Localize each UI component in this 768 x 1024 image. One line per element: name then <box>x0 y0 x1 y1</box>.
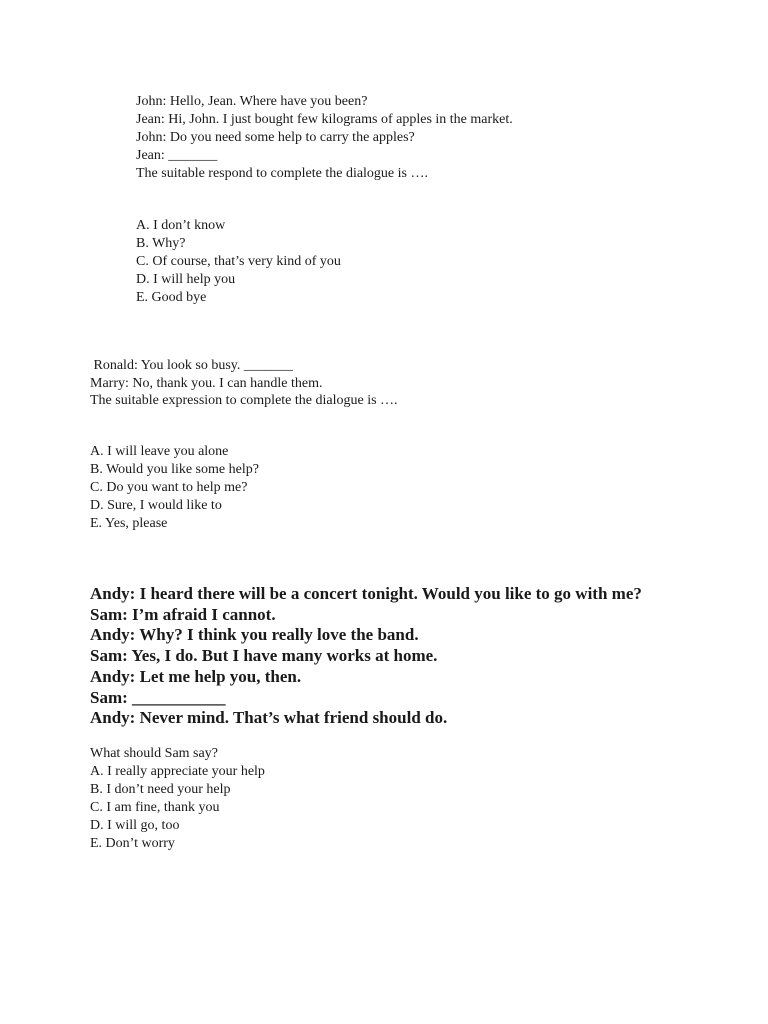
option-b: B. I don’t need your help <box>90 781 231 797</box>
dialogue-line: Jean: Hi, John. I just bought few kilograms of apples in the market. <box>136 112 513 127</box>
question-prompt: The suitable respond to complete the dialogue is …. <box>136 166 428 181</box>
option-d: D. I will go, too <box>90 817 180 833</box>
dialogue-line: Sam: ___________ <box>90 687 226 707</box>
dialogue-line: Marry: No, thank you. I can handle them. <box>90 375 323 391</box>
option-c: C. Of course, that’s very kind of you <box>136 254 341 269</box>
dialogue-line: Andy: I heard there will be a concert tonight. Would you like to go with me? <box>90 584 642 603</box>
question-prompt: The suitable expression to complete the dialogue is …. <box>90 393 398 408</box>
dialogue-line: John: Do you need some help to carry the apples? <box>136 130 415 145</box>
q2-options <box>90 443 259 533</box>
option-d: D. Sure, I would like to <box>90 498 222 513</box>
q3-options <box>90 745 265 852</box>
dialogue-line: Andy: Never mind. That’s what friend should do. <box>90 708 448 728</box>
dialogue-line: Andy: Why? I think you really love the band. <box>90 625 419 645</box>
dialogue-line: Sam: I’m afraid I cannot. <box>90 604 276 624</box>
dialogue-line: Ronald: You look so busy. _______ <box>90 358 293 373</box>
dialogue-line: Andy: Let me help you, then. <box>90 666 302 686</box>
dialogue-line: Jean: _______ <box>136 148 218 163</box>
option-d: D. I will help you <box>136 272 236 287</box>
question-prompt: What should Sam say? <box>90 746 218 761</box>
option-e: E. Yes, please <box>90 516 168 531</box>
option-b: B. Would you like some help? <box>90 462 259 477</box>
option-b: B. Why? <box>136 236 186 251</box>
option-a: A. I don’t know <box>136 218 226 233</box>
option-a: A. I really appreciate your help <box>90 763 265 779</box>
option-c: C. Do you want to help me? <box>90 480 248 495</box>
dialogue-line: John: Hello, Jean. Where have you been? <box>136 94 368 109</box>
option-c: C. I am fine, thank you <box>90 799 220 815</box>
q2-dialogue <box>90 357 398 410</box>
option-e: E. Don’t worry <box>90 835 175 851</box>
q1-options <box>136 217 341 307</box>
dialogue-line: Sam: Yes, I do. But I have many works at home. <box>90 646 438 666</box>
option-a: A. I will leave you alone <box>90 444 229 459</box>
q3-dialogue <box>90 584 642 729</box>
option-e: E. Good bye <box>136 290 207 305</box>
q1-dialogue <box>136 93 513 183</box>
